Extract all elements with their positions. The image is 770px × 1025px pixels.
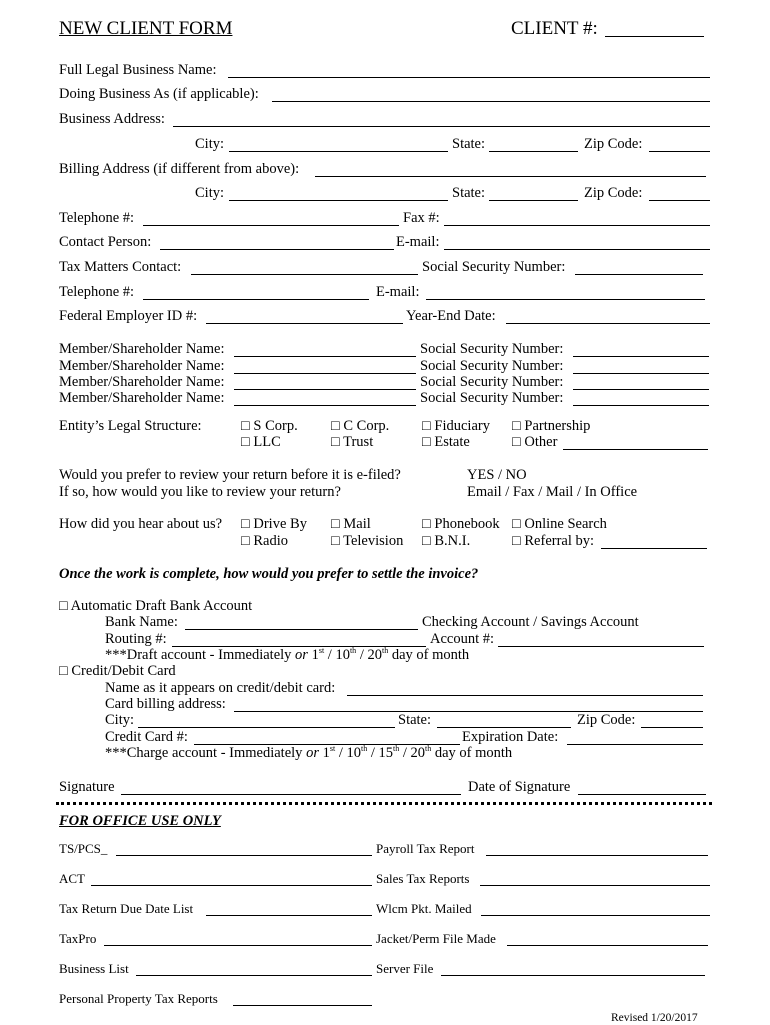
section-divider — [56, 802, 712, 805]
referral-label: How did you hear about us? — [59, 516, 223, 532]
card-zip-label: Zip Code: — [577, 712, 636, 728]
telephone2-label: Telephone #: — [59, 284, 135, 300]
card-state-label: State: — [398, 712, 432, 728]
referral-by-field[interactable] — [601, 548, 707, 549]
card-number-label: Credit Card #: — [105, 729, 188, 745]
member-ssn-label: Social Security Number: — [420, 374, 564, 390]
office-sales-field[interactable] — [480, 885, 710, 886]
card-option[interactable]: □ Credit/Debit Card — [59, 663, 176, 679]
auto-draft-option[interactable]: □ Automatic Draft Bank Account — [59, 598, 253, 614]
ssn-field[interactable] — [575, 274, 703, 275]
member-name-label: Member/Shareholder Name: — [59, 358, 225, 374]
office-wlcm-field[interactable] — [481, 915, 710, 916]
expiration-field[interactable] — [567, 744, 703, 745]
billing-state-field[interactable] — [489, 200, 578, 201]
email-field[interactable] — [444, 249, 710, 250]
signature-field[interactable] — [121, 794, 461, 795]
entity-option-other[interactable]: □ Other — [512, 434, 558, 450]
zip-label: Zip Code: — [584, 136, 643, 152]
entity-option-estate[interactable]: □ Estate — [422, 434, 470, 450]
dba-field[interactable] — [272, 101, 710, 102]
office-use-heading: FOR OFFICE USE ONLY — [59, 813, 221, 829]
office-jacket-label: Jacket/Perm File Made — [376, 931, 496, 946]
expiration-label: Expiration Date: — [462, 729, 559, 745]
review-method-options[interactable]: Email / Fax / Mail / In Office — [467, 484, 638, 500]
office-taxpro-field[interactable] — [104, 945, 372, 946]
billing-address-label: Billing Address (if different from above): — [59, 161, 300, 177]
legal-name-field[interactable] — [228, 77, 710, 78]
fein-label: Federal Employer ID #: — [59, 308, 198, 324]
form-title: NEW CLIENT FORM — [59, 18, 233, 39]
charge-schedule-note: ***Charge account - Immediately or 1st / 10th / 15th / 20th day of month — [105, 744, 513, 761]
office-tspcs-label: TS/PCS_ — [59, 841, 108, 856]
member-name-label: Member/Shareholder Name: — [59, 341, 225, 357]
city-field[interactable] — [229, 151, 448, 152]
billing-city-label: City: — [195, 185, 225, 201]
office-act-label: ACT — [59, 871, 85, 886]
member-name-field[interactable] — [234, 389, 416, 390]
email-label: E-mail: — [396, 234, 440, 250]
referral-bni[interactable]: □ B.N.I. — [422, 533, 471, 549]
review-yes-no[interactable]: YES / NO — [467, 467, 527, 483]
member-name-field[interactable] — [234, 356, 416, 357]
fein-field[interactable] — [206, 323, 403, 324]
member-ssn-field[interactable] — [573, 356, 709, 357]
review-question: Would you prefer to review your return before it is e-filed? — [59, 467, 401, 483]
city-label: City: — [195, 136, 225, 152]
referral-drive-by[interactable]: □ Drive By — [241, 516, 307, 532]
office-server-label: Server File — [376, 961, 434, 976]
business-address-label: Business Address: — [59, 111, 165, 127]
review-method-question: If so, how would you like to review your return? — [59, 484, 341, 500]
tax-matters-contact-label: Tax Matters Contact: — [59, 259, 182, 275]
entity-other-field[interactable] — [563, 449, 708, 450]
office-personal-property-field[interactable] — [233, 1005, 372, 1006]
referral-mail[interactable]: □ Mail — [331, 516, 371, 532]
fax-field[interactable] — [444, 225, 710, 226]
signature-label: Signature — [59, 779, 115, 795]
email2-label: E-mail: — [376, 284, 420, 300]
entity-structure-label: Entity’s Legal Structure: — [59, 418, 202, 434]
card-city-field[interactable] — [138, 727, 395, 728]
entity-option-partnership[interactable]: □ Partnership — [512, 418, 591, 434]
tax-matters-contact-field[interactable] — [191, 274, 418, 275]
billing-zip-label: Zip Code: — [584, 185, 643, 201]
office-sales-label: Sales Tax Reports — [376, 871, 470, 886]
office-due-date-field[interactable] — [206, 915, 372, 916]
member-ssn-label: Social Security Number: — [420, 390, 564, 406]
contact-person-field[interactable] — [160, 249, 394, 250]
entity-option-c-corp[interactable]: □ C Corp. — [331, 418, 390, 434]
invoice-heading: Once the work is complete, how would you prefer to settle the invoice? — [59, 566, 479, 582]
revised-date: Revised 1/20/2017 — [611, 1012, 698, 1024]
member-ssn-label: Social Security Number: — [420, 341, 564, 357]
email2-field[interactable] — [426, 299, 705, 300]
referral-phonebook[interactable]: □ Phonebook — [422, 516, 500, 532]
member-ssn-field[interactable] — [573, 373, 709, 374]
signature-date-label: Date of Signature — [468, 779, 571, 795]
card-name-field[interactable] — [347, 695, 703, 696]
entity-option-fiduciary[interactable]: □ Fiduciary — [422, 418, 490, 434]
client-number-field[interactable] — [605, 36, 704, 37]
routing-label: Routing #: — [105, 631, 167, 647]
telephone-label: Telephone #: — [59, 210, 135, 226]
bank-name-label: Bank Name: — [105, 614, 178, 630]
account-number-field[interactable] — [498, 646, 704, 647]
office-jacket-field[interactable] — [507, 945, 708, 946]
business-address-field[interactable] — [173, 126, 710, 127]
office-server-field[interactable] — [441, 975, 705, 976]
card-billing-label: Card billing address: — [105, 696, 226, 712]
year-end-label: Year-End Date: — [406, 308, 496, 324]
telephone-field[interactable] — [143, 225, 399, 226]
card-city-label: City: — [105, 712, 135, 728]
member-ssn-label: Social Security Number: — [420, 358, 564, 374]
office-personal-property-label: Personal Property Tax Reports — [59, 991, 218, 1006]
office-taxpro-label: TaxPro — [59, 931, 97, 946]
card-state-field[interactable] — [437, 727, 571, 728]
legal-name-label: Full Legal Business Name: — [59, 62, 217, 78]
office-business-list-field[interactable] — [136, 975, 372, 976]
member-name-field[interactable] — [234, 405, 416, 406]
account-type-options[interactable]: Checking Account / Savings Account — [422, 614, 639, 630]
member-ssn-field[interactable] — [573, 389, 709, 390]
draft-schedule-note: ***Draft account - Immediately or 1st / 10th / 20th day of month — [105, 646, 470, 663]
office-due-date-label: Tax Return Due Date List — [59, 901, 194, 916]
member-name-field[interactable] — [234, 373, 416, 374]
billing-address-field[interactable] — [315, 176, 706, 177]
office-payroll-field[interactable] — [486, 855, 708, 856]
member-ssn-field[interactable] — [573, 405, 709, 406]
office-business-list-label: Business List — [59, 961, 129, 976]
contact-person-label: Contact Person: — [59, 234, 152, 250]
referral-television[interactable]: □ Television — [331, 533, 404, 549]
zip-field[interactable] — [649, 151, 710, 152]
billing-state-label: State: — [452, 185, 486, 201]
referral-online-search[interactable]: □ Online Search — [512, 516, 607, 532]
ssn-label: Social Security Number: — [422, 259, 566, 275]
card-zip-field[interactable] — [641, 727, 703, 728]
bank-name-field[interactable] — [185, 629, 418, 630]
office-wlcm-label: Wlcm Pkt. Mailed — [376, 901, 472, 916]
dba-label: Doing Business As (if applicable): — [59, 86, 259, 102]
fax-label: Fax #: — [403, 210, 440, 226]
card-name-label: Name as it appears on credit/debit card: — [105, 680, 336, 696]
state-field[interactable] — [489, 151, 578, 152]
referral-referral-by[interactable]: □ Referral by: — [512, 533, 595, 549]
billing-zip-field[interactable] — [649, 200, 710, 201]
entity-option-llc[interactable]: □ LLC — [241, 434, 281, 450]
entity-option-trust[interactable]: □ Trust — [331, 434, 374, 450]
client-number-label: CLIENT #: — [511, 18, 598, 39]
billing-city-field[interactable] — [229, 200, 448, 201]
member-name-label: Member/Shareholder Name: — [59, 374, 225, 390]
office-act-field[interactable] — [91, 885, 372, 886]
year-end-field[interactable] — [506, 323, 710, 324]
office-payroll-label: Payroll Tax Report — [376, 841, 475, 856]
telephone2-field[interactable] — [143, 299, 369, 300]
entity-option-s-corp[interactable]: □ S Corp. — [241, 418, 298, 434]
signature-date-field[interactable] — [578, 794, 706, 795]
state-label: State: — [452, 136, 486, 152]
member-name-label: Member/Shareholder Name: — [59, 390, 225, 406]
office-tspcs-field[interactable] — [116, 855, 372, 856]
account-number-label: Account #: — [430, 631, 495, 647]
referral-radio[interactable]: □ Radio — [241, 533, 289, 549]
